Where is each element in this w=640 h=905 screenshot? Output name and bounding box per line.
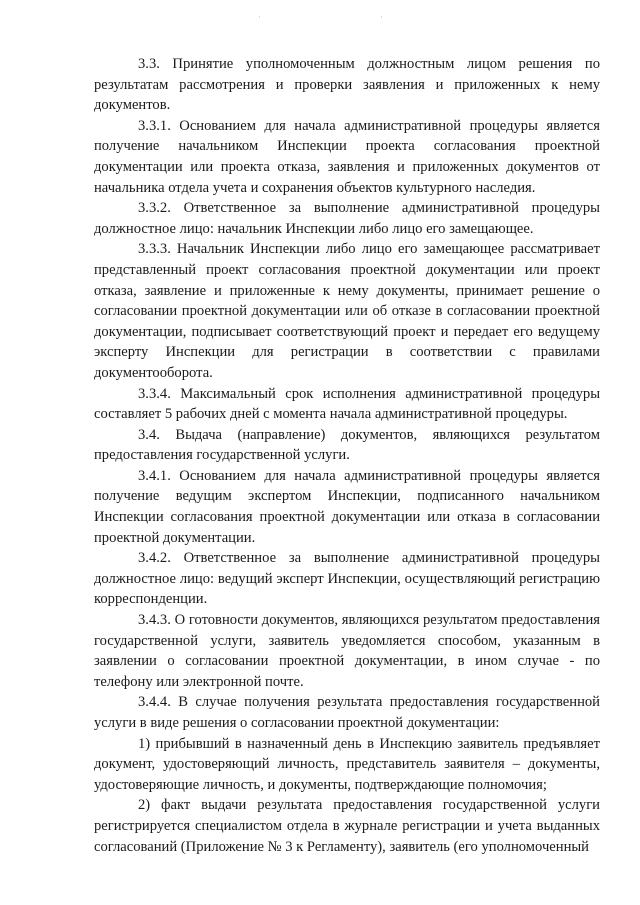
- paragraph-3-4-2: 3.4.2. Ответственное за выполнение административной процедуры должностное лицо: ведущий эксперт Инспекции, осуществляющий регистрацию корреспонденции.: [94, 550, 600, 608]
- paragraph-3-3-1: 3.3.1. Основанием для начала административной процедуры является получение начальником Инспекции проекта согласования проектной документации или проекта отказа, заявления и приложенных документов от начальника отдела учета и сохранения объектов культурного наследия.: [94, 117, 600, 196]
- section-3-4-heading: 3.4. Выдача (направление) документов, являющихся результатом предоставления государственной услуги.: [94, 426, 600, 464]
- scan-speck: ·: [380, 12, 383, 22]
- paragraph-3-4-3: 3.4.3. О готовности документов, являющихся результатом предоставления государственной услуги, заявитель уведомляется способом, указанным в заявлении о согласовании проектной документации, в ином случае - по телефону или электронной почте.: [94, 612, 600, 690]
- paragraph-3-4-1: 3.4.1. Основанием для начала административной процедуры является получение ведущим экспертом Инспекции, подписанного начальником Инспекции согласования проектной документации или отказа в согласовании проектной документации.: [94, 467, 600, 546]
- paragraph-3-4-4: 3.4.4. В случае получения результата предоставления государственной услуги в виде решения о согласовании проектной документации:: [94, 694, 600, 731]
- list-item-1: 1) прибывший в назначенный день в Инспекцию заявитель предъявляет документ, удостоверяющий личность, представитель заявителя – документы, удостоверяющие личность, и документы, подтверждающие полномочия;: [94, 735, 600, 793]
- scan-speck: ·: [258, 12, 261, 22]
- paragraph-3-3-3: 3.3.3. Начальник Инспекции либо лицо его замещающее рассматривает представленный проект согласования проектной документации или проект отказа, заявление и приложенные к нему документы, принимает решение о согласовании проектной документации или об отказе в согласовании проектной документации, подписывает соответствующий проект и передает его ведущему эксперту Инспекции для регистрации в соответствии с правилами документооборота.: [94, 241, 600, 381]
- section-3-3-heading: 3.3. Принятие уполномоченным должностным лицом решения по результатам рассмотрения и проверки заявления и приложенных к нему документов.: [94, 56, 600, 114]
- paragraph-3-3-4: 3.3.4. Максимальный срок исполнения административной процедуры составляет 5 рабочих дней с момента начала административной процедуры.: [94, 385, 600, 423]
- list-item-2: 2) факт выдачи результата предоставления государственной услуги регистрируется специалистом отдела в журнале регистрации и учета выданных согласований (Приложение № 3 к Регламенту), заявитель (его уполномоченный: [94, 797, 600, 855]
- paragraph-3-3-2: 3.3.2. Ответственное за выполнение административной процедуры должностное лицо: начальник Инспекции либо лицо его замещающее.: [94, 200, 600, 237]
